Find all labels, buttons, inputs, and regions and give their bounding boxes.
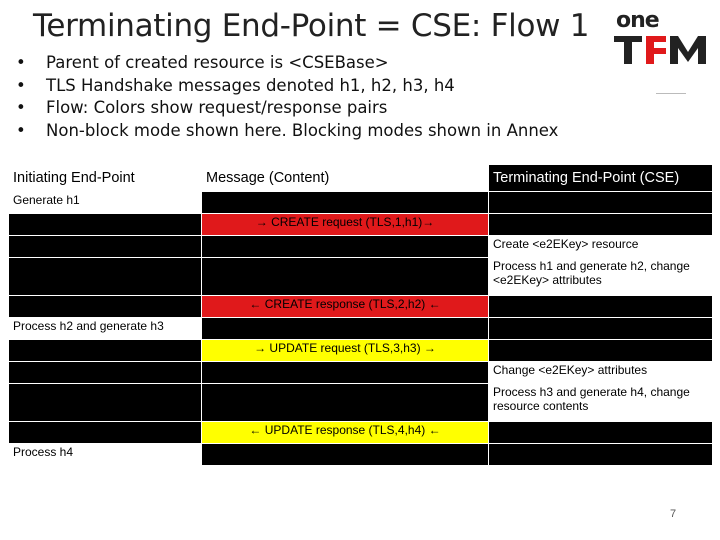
bullet-item: • TLS Handshake messages denoted h1, h2, h3, h4	[16, 75, 558, 98]
init-cell	[9, 258, 202, 296]
table-header-row	[9, 165, 713, 192]
init-cell	[9, 214, 202, 236]
term-cell: Process h3 and generate h4, change resource contents	[489, 384, 713, 422]
bullet-list	[16, 52, 558, 142]
init-cell	[9, 362, 202, 384]
init-cell: Process h2 and generate h3	[9, 318, 202, 340]
init-cell: Process h4	[9, 444, 202, 466]
table-row	[9, 236, 713, 258]
table-row	[9, 384, 713, 422]
onem2m-logo	[612, 8, 710, 68]
flow-table	[8, 164, 713, 466]
logo-divider	[656, 93, 686, 94]
header-message: Message (Content)	[202, 165, 489, 192]
init-cell	[9, 340, 202, 362]
table-row	[9, 296, 713, 318]
term-cell	[489, 422, 713, 444]
table-row	[9, 444, 713, 466]
bullet-item: • Flow: Colors show request/response pairs	[16, 97, 558, 120]
term-cell	[489, 192, 713, 214]
table-row	[9, 214, 713, 236]
logo-m-icon	[612, 30, 708, 68]
msg-cell	[202, 444, 489, 466]
term-cell	[489, 214, 713, 236]
term-cell	[489, 296, 713, 318]
header-terminating: Terminating End-Point (CSE)	[489, 165, 713, 192]
slide-title: Terminating End-Point = CSE: Flow 1	[33, 8, 590, 44]
page-number: 7	[670, 508, 677, 520]
msg-cell	[202, 384, 489, 422]
msg-cell-create-response: ← CREATE response (TLS,2,h2) ←	[202, 296, 489, 318]
term-cell: Change <e2EKey> attributes	[489, 362, 713, 384]
msg-cell	[202, 236, 489, 258]
term-cell: Process h1 and generate h2, change <e2EKey> attributes	[489, 258, 713, 296]
msg-cell-update-request: → UPDATE request (TLS,3,h3) →	[202, 340, 489, 362]
bullet-item: • Non-block mode shown here. Blocking modes shown in Annex	[16, 120, 558, 143]
term-cell	[489, 444, 713, 466]
table-row	[9, 362, 713, 384]
init-cell	[9, 236, 202, 258]
msg-cell	[202, 362, 489, 384]
init-cell: Generate h1	[9, 192, 202, 214]
table-row	[9, 258, 713, 296]
msg-cell-create-request: → CREATE request (TLS,1,h1)→	[202, 214, 489, 236]
init-cell	[9, 384, 202, 422]
bullet-item: • Parent of created resource is <CSEBase>	[16, 52, 558, 75]
msg-cell-update-response: ← UPDATE response (TLS,4,h4) ←	[202, 422, 489, 444]
term-cell: Create <e2EKey> resource	[489, 236, 713, 258]
msg-cell	[202, 258, 489, 296]
logo-wordmark: one	[616, 8, 659, 33]
table-row	[9, 422, 713, 444]
table-row	[9, 340, 713, 362]
header-initiating: Initiating End-Point	[9, 165, 202, 192]
msg-cell	[202, 192, 489, 214]
table-row	[9, 318, 713, 340]
msg-cell	[202, 318, 489, 340]
table-row	[9, 192, 713, 214]
init-cell	[9, 422, 202, 444]
term-cell	[489, 340, 713, 362]
term-cell	[489, 318, 713, 340]
init-cell	[9, 296, 202, 318]
